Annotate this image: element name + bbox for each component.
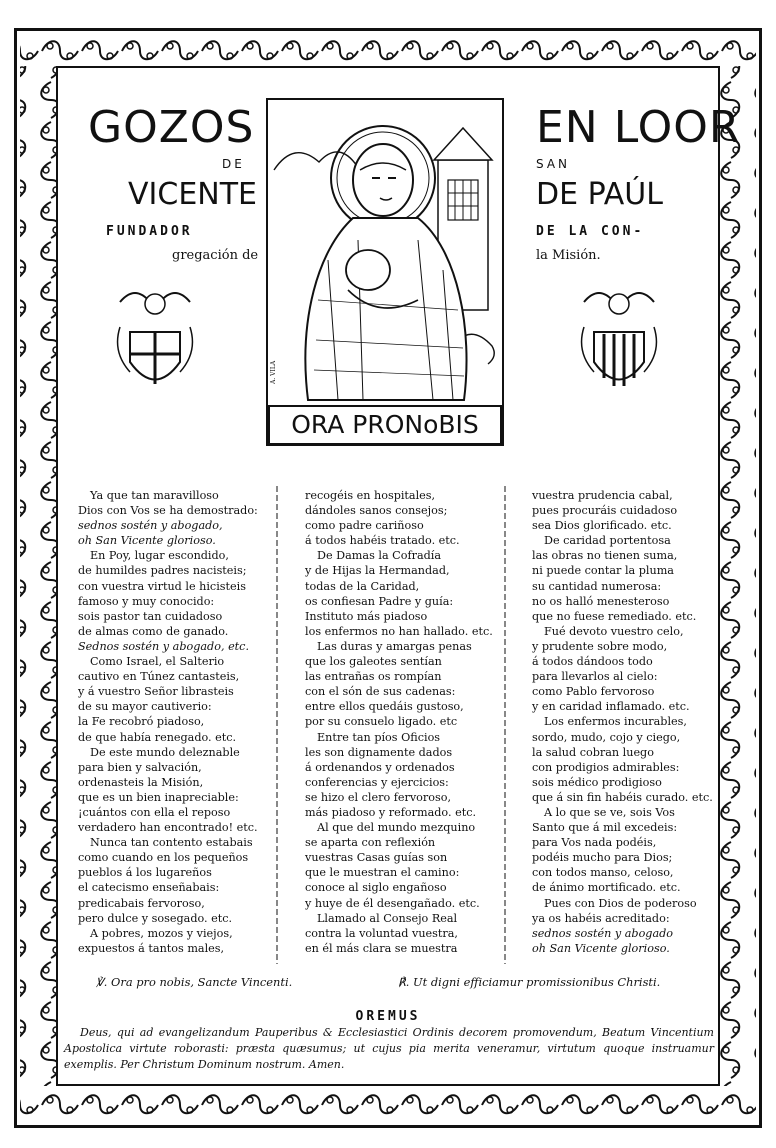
stanza-column-2	[305, 488, 517, 956]
stanza-line: dándoles sanos consejos;	[305, 504, 448, 518]
stanza-line: que le muestran el camino:	[305, 866, 460, 880]
stanza-line: predicabais fervoroso,	[78, 896, 205, 910]
stanza-line: que es un bien inapreciable:	[78, 790, 239, 804]
stanza-line: contra la voluntad vuestra,	[305, 926, 458, 940]
stanza-line: á ordenandos y ordenados	[305, 760, 455, 774]
title-la-mision: la Misión.	[536, 248, 601, 263]
stanza-line: conoce al siglo engañoso	[305, 881, 447, 895]
stanza-line: sois médico prodigioso	[532, 775, 662, 789]
stanza-line: todas de la Caridad,	[305, 579, 420, 593]
title-fundador: FUNDADOR	[106, 224, 193, 239]
stanza-line: Instituto más piadoso	[305, 609, 428, 623]
stanza-line: verdadero han encontrado! etc.	[78, 821, 258, 835]
stanza-line: sednos sostén y abogado,	[78, 519, 223, 533]
stanza-line: que los galeotes sentían	[305, 655, 442, 669]
stanza-line: en él más clara se muestra	[305, 941, 458, 955]
stanza-line: el catecismo enseñabais:	[78, 881, 220, 895]
stanza-line: se aparta con reflexión	[305, 836, 436, 850]
stanza-line: por su consuelo ligado. etc	[305, 715, 458, 729]
stanza-line: pueblos á los lugareños	[78, 866, 212, 880]
stanza-line: la salud cobran luego	[532, 745, 654, 759]
stanza-line: de humildes padres nacisteis;	[78, 564, 247, 578]
stanza-line: expuestos á tantos males,	[78, 941, 225, 955]
stanza-line: como padre cariñoso	[305, 519, 424, 533]
stanza-line: Llamado al Consejo Real	[317, 911, 458, 925]
stanza-line: más piadoso y reformado. etc.	[305, 805, 477, 819]
title-gregacion: gregación de	[172, 248, 259, 263]
stanza-line: ordenasteis la Misión,	[78, 775, 204, 789]
stanza-line: A lo que se ve, sois Vos	[544, 805, 675, 819]
stanza-line: vuestras Casas guías son	[305, 851, 448, 865]
stanza-line: y á vuestro Señor librasteis	[78, 685, 234, 699]
saint-portrait	[266, 98, 504, 446]
portrait-caption: ORA PRONoBIS	[268, 405, 502, 445]
column-divider-2	[502, 486, 508, 964]
stanza-line: con todos manso, celoso,	[532, 866, 674, 880]
stanza-line: entre ellos quedáis gustoso,	[305, 700, 464, 714]
stanza-line: Como Israel, el Salterio	[90, 655, 225, 669]
stanza-line: como cuando en los pequeños	[78, 851, 249, 865]
stanza-line: De caridad portentosa	[544, 534, 671, 548]
stanza-line: la Fe recobró piadoso,	[78, 715, 205, 729]
stanza-line: sois pastor tan cuidadoso	[78, 609, 223, 623]
stanza-line: y de Hijas la Hermandad,	[305, 564, 450, 578]
stanza-column-1	[78, 488, 290, 956]
stanza-line: podéis mucho para Dios;	[532, 851, 673, 865]
title-gozos: GOZOS	[88, 102, 255, 153]
stanza-line: y prudente sobre modo,	[532, 639, 668, 653]
stanza-column-3	[532, 488, 744, 956]
artist-signature: A. VILA	[270, 360, 277, 384]
versicle: ℣. Ora pro nobis, Sancte Vincenti.	[96, 975, 293, 989]
stanza-line: ya os habéis acreditado:	[532, 911, 670, 925]
stanza-line: las entrañas os rompían	[305, 670, 442, 684]
stanza-line: Las duras y amargas penas	[317, 639, 472, 653]
stanza-line: para Vos nada podéis,	[532, 836, 657, 850]
stanza-line: de ánimo mortificado. etc.	[532, 881, 681, 895]
stanza-line: Dios con Vos se ha demostrado:	[78, 504, 258, 518]
stanza-line: no os halló menesteroso	[532, 594, 670, 608]
stanza-line: De este mundo deleznable	[90, 745, 240, 759]
stanza-line: de que había renegado. etc.	[78, 730, 237, 744]
title-de-paul: DE PAÚL	[536, 177, 663, 212]
oremus-prayer: Deus, qui ad evangelizandum Pauperibus & Ecclesiastici Ordinis decorem promovendum, Beatum Vincentium Apostolica virtute roborasti: præsta quæsumus; ut cujus pia merita veneramur, virtutum quoque instruamur exemplis. Per Christum Dominum nostrum. Amen.	[64, 1026, 714, 1071]
stanza-line: Ya que tan maravilloso	[90, 489, 219, 502]
stanza-line: Entre tan píos Oficios	[317, 730, 441, 744]
stanza-line: de su mayor cautiverio:	[78, 700, 212, 714]
stanza-line: oh San Vicente glorioso.	[78, 534, 216, 548]
column-divider-1	[274, 486, 280, 964]
stanza-line: que á sin fin habéis curado. etc.	[532, 790, 713, 804]
stanza-line: Pues con Dios de poderoso	[544, 896, 697, 910]
stanza-line: recogéis en hospitales,	[305, 489, 436, 502]
title-de-la-con: DE LA CON-	[536, 224, 645, 239]
stanza-line: con vuestra virtud le hicisteis	[78, 579, 246, 593]
stanza-line: famoso y muy conocido:	[78, 594, 215, 608]
stanza-line: Sednos sostén y abogado, etc.	[78, 639, 250, 653]
stanza-line: ¡cuántos con ella el reposo	[78, 805, 231, 819]
stanza-line: Los enfermos incurables,	[544, 715, 687, 729]
stanza-line: vuestra prudencia cabal,	[532, 489, 673, 502]
stanza-line: Al que del mundo mezquino	[317, 821, 476, 835]
response: ℟. Ut digni efficiamur promissionibus Christi.	[398, 975, 661, 989]
stanza-line: de almas como de ganado.	[78, 624, 229, 638]
stanza-line: les son dignamente dados	[305, 745, 453, 759]
stanza-line: su cantidad numerosa:	[532, 579, 662, 593]
crest-left	[110, 282, 200, 402]
stanza-line: para llevarlos al cielo:	[532, 670, 658, 684]
stanza-line: á todos habéis tratado. etc.	[305, 534, 460, 548]
stanza-line: con el són de sus cadenas:	[305, 685, 456, 699]
stanza-line: y huye de él desengañado. etc.	[305, 896, 480, 910]
stanza-line: los enfermos no han hallado. etc.	[305, 624, 493, 638]
stanza-line: las obras no tienen suma,	[532, 549, 678, 563]
stanza-line: A pobres, mozos y viejos,	[90, 926, 233, 940]
stanza-line: para bien y salvación,	[78, 760, 202, 774]
stanza-line: conferencias y ejercicios:	[305, 775, 449, 789]
title-san: SAN	[536, 157, 571, 171]
stanza-line: sednos sostén y abogado	[532, 926, 674, 940]
stanza-line: Nunca tan contento estabais	[90, 836, 253, 850]
stanza-line: oh San Vicente glorioso.	[532, 941, 670, 955]
title-de: DE	[222, 157, 245, 171]
stanza-line: Santo que á mil excedeis:	[532, 821, 678, 835]
stanza-line: sea Dios glorificado. etc.	[532, 519, 672, 533]
stanza-line: os confiesan Padre y guía:	[305, 594, 454, 608]
crest-right	[574, 282, 664, 402]
stanza-line: sordo, mudo, cojo y ciego,	[532, 730, 681, 744]
stanza-line: En Poy, lugar escondido,	[90, 549, 229, 563]
stanza-line: con prodigios admirables:	[532, 760, 680, 774]
title-vicente: VICENTE	[128, 177, 257, 212]
stanza-line: Fué devoto vuestro celo,	[544, 624, 684, 638]
title-en-loor: EN LOOR	[536, 102, 741, 153]
oremus-heading: OREMUS	[355, 1009, 421, 1024]
stanza-line: pero dulce y sosegado. etc.	[78, 911, 233, 925]
stanza-line: De Damas la Cofradía	[317, 549, 442, 563]
stanza-line: pues procuráis cuidadoso	[532, 504, 678, 518]
stanza-line: á todos dándoos todo	[532, 655, 653, 669]
stanza-line: como Pablo fervoroso	[532, 685, 655, 699]
stanza-line: y en caridad inflamado. etc.	[532, 700, 690, 714]
stanza-line: ni puede contar la pluma	[532, 564, 674, 578]
stanza-line: que no fuese remediado. etc.	[532, 609, 697, 623]
stanza-line: se hizo el clero fervoroso,	[305, 790, 452, 804]
stanza-line: cautivo en Túnez cantasteis,	[78, 670, 240, 684]
